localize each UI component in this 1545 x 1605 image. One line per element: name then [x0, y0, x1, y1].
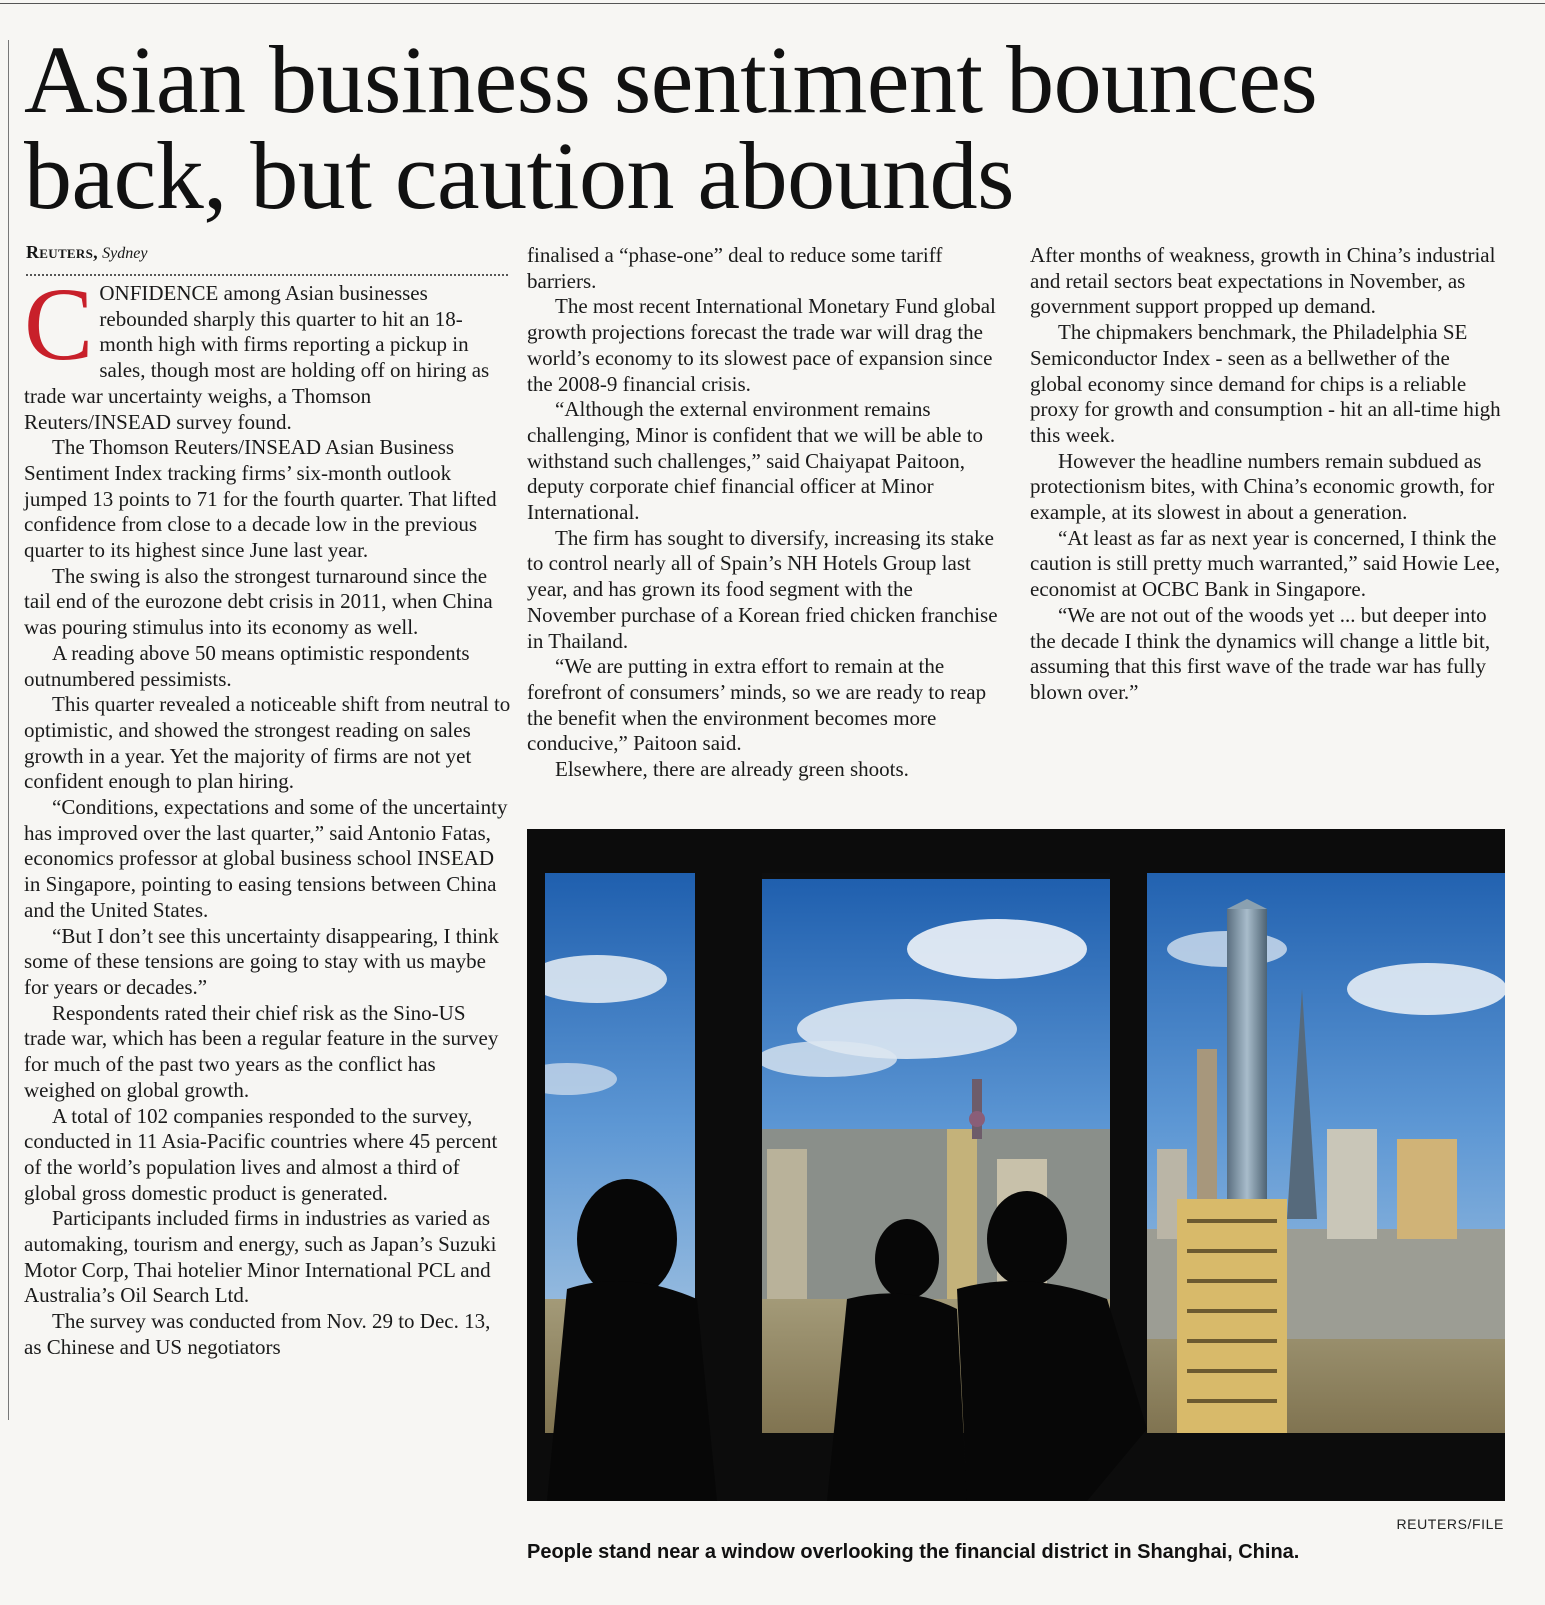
- paragraph: The survey was conducted from Nov. 29 to Dec. 13, as Chinese and US negotiators: [24, 1309, 491, 1359]
- left-column-rule: [8, 40, 9, 1420]
- paragraph: “We are not out of the woods yet ... but deeper into the decade I think the dynamics will change a little bit, assuming that this first wave of the trade war has fully blown over.”: [1030, 602, 1491, 704]
- article-column-1: [24, 267, 512, 1361]
- byline-dotted-rule: [26, 274, 508, 276]
- byline-agency: Reuters,: [26, 242, 98, 262]
- paragraph: Elsewhere, there are already green shoots.: [555, 757, 909, 782]
- photo-credit: REUTERS/FILE: [1396, 1516, 1504, 1532]
- paragraph: This quarter revealed a noticeable shift from neutral to optimistic, and showed the strongest reading on sales growth in a year. Yet the majority of firms are not yet confident enough to plan hiring.: [24, 692, 511, 794]
- headline: [24, 26, 1544, 229]
- paragraph: “We are putting in extra effort to remain at the forefront of consumers’ minds, so we are ready to reap the benefit when the environment becomes more conducive,” Paitoon said.: [527, 654, 987, 756]
- byline-location: Sydney: [102, 245, 148, 262]
- paragraph: Respondents rated their chief risk as the Sino-US trade war, which has been a regular feature in the survey for much of the past two years as the conflict has weighed on global growth.: [24, 1000, 499, 1102]
- shanghai-window-photo: [527, 829, 1505, 1501]
- paragraph: The Thomson Reuters/INSEAD Asian Business Sentiment Index tracking firms’ six-month outlook jumped 13 points to 71 for the fourth quarter. That lifted confidence from close to a decade low in the previous quarter to its highest since June last year.: [24, 435, 497, 563]
- paragraph: “Conditions, expectations and some of the uncertainty has improved over the last quarter,” said Antonio Fatas, economics professor at global business school INSEAD in Singapore, pointing to easing tensions between China and the United States.: [24, 795, 508, 922]
- paragraph: “But I don’t see this uncertainty disappearing, I think some of these tensions are going to stay with us maybe for years or decades.”: [24, 923, 499, 999]
- paragraph: finalised a “phase-one” deal to reduce some tariff barriers.: [527, 243, 943, 293]
- paragraph: The firm has sought to diversify, increasing its stake to control nearly all of Spain’s NH Hotels Group last year, and has grown its food segment with the November purchase of a Korean fried chicken franchise in Thailand.: [527, 525, 998, 653]
- headline-line-1: Asian business sentiment bounces: [24, 26, 1318, 133]
- paragraph: The swing is also the strongest turnaround since the tail end of the eurozone debt crisis in 2011, when China was pouring stimulus into its economy as well.: [24, 563, 493, 640]
- article-column-2: [527, 243, 1005, 783]
- article-column-3: [1030, 243, 1506, 706]
- headline-line-2: back, but caution abounds: [24, 122, 1014, 229]
- paragraph: The chipmakers benchmark, the Philadelphia SE Semiconductor Index - seen as a bellwether of the global economy since demand for chips is a reliable proxy for growth and consumption - hit an all-time high this week.: [1030, 320, 1501, 447]
- paragraph: However the headline numbers remain subdued as protectionism bites, with China’s economic growth, for example, at its slowest in about a generation.: [1030, 448, 1495, 525]
- news-photo: [527, 829, 1505, 1501]
- paragraph: “At least as far as next year is concerned, I think the caution is still pretty much warranted,” said Howie Lee, economist at OCBC Bank in Singapore.: [1030, 525, 1501, 602]
- paragraph: A total of 102 companies responded to the survey, conducted in 11 Asia-Pacific countries where 45 percent of the world’s population lives and almost a third of global gross domestic product is generated.: [24, 1103, 498, 1205]
- drop-cap: C: [24, 267, 94, 382]
- paragraph: ONFIDENCE among Asian businesses rebounded sharply this quarter to hit an 18-month high with firms reporting a pickup in sales, though most are holding off on hiring as trade war uncertainty weighs, a Thomson Reuters/INSEAD survey found.: [24, 281, 490, 434]
- photo-caption: People stand near a window overlooking the financial district in Shanghai, China.: [527, 1541, 1300, 1563]
- paragraph: Participants included firms in industries as varied as automaking, tourism and energy, such as Japan’s Suzuki Motor Corp, Thai hotelier Minor International PCL and Australia’s Oil Search Ltd.: [24, 1206, 497, 1308]
- top-rule: [0, 3, 1545, 4]
- byline: [26, 242, 506, 264]
- paragraph: “Although the external environment remains challenging, Minor is confident that we will be able to withstand such challenges,” said Chaiyapat Paitoon, deputy corporate chief financial officer at Minor International.: [527, 397, 984, 525]
- paragraph: After months of weakness, growth in China’s industrial and retail sectors beat expectations in November, as government support propped up demand.: [1030, 243, 1496, 319]
- paragraph: The most recent International Monetary Fund global growth projections forecast the trade war will drag the world’s economy to its slowest pace of expansion since the 2008-9 financial crisis.: [527, 294, 996, 396]
- paragraph: A reading above 50 means optimistic respondents outnumbered pessimists.: [24, 640, 470, 691]
